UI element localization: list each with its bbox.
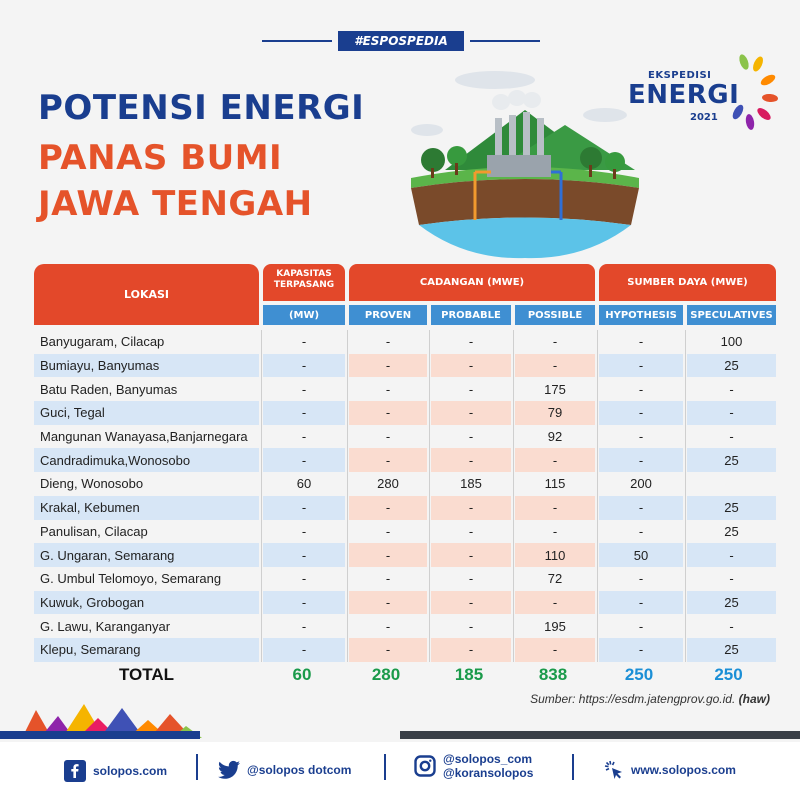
facebook-handle: solopos.com (93, 764, 168, 778)
table-row (34, 425, 776, 449)
total-possible: 838 (538, 665, 568, 684)
cell-mw: - (301, 618, 307, 634)
cell-spec: 100 (720, 334, 743, 350)
cell-location: Kuwuk, Grobogan (34, 591, 259, 615)
logo-text-year: 2021 (690, 112, 718, 123)
cell-spec: 25 (687, 496, 776, 520)
cell-proven: - (349, 638, 427, 662)
table-row (34, 614, 776, 638)
subheader-possible: POSSIBLE (515, 305, 595, 325)
cell-location: Candradimuka,Wonosobo (34, 448, 259, 472)
cell-location: Krakal, Kebumen (34, 496, 259, 520)
cell-proven: - (385, 571, 391, 587)
cell-hypothesis: - (638, 334, 644, 350)
cell-location: Panulisan, Cilacap (40, 523, 148, 539)
table-row (34, 377, 776, 401)
cell-possible: 175 (544, 381, 566, 397)
footer-divider (384, 754, 386, 780)
cell-proven: - (349, 448, 427, 472)
cell-spec: 25 (687, 448, 776, 472)
website-url: www.solopos.com (631, 763, 736, 777)
cell-location: Batu Raden, Banyumas (40, 381, 178, 397)
cell-hypothesis: - (638, 571, 644, 587)
twitter-handle: @solopos dotcom (247, 763, 352, 777)
cell-location: G. Lawu, Karanganyar (40, 618, 171, 634)
cell-location: Mangunan Wanayasa,Banjarnegara (40, 429, 248, 445)
table-row (34, 520, 776, 544)
cell-mw: 60 (296, 476, 312, 492)
footer-twitter[interactable] (218, 760, 351, 780)
header-location: LOKASI (34, 264, 259, 325)
ekspedisi-energi-logo (620, 50, 780, 140)
cell-hypothesis: 200 (630, 476, 652, 492)
cell-hypothesis: - (599, 638, 683, 662)
cell-spec: 25 (724, 523, 739, 539)
title-line-1: POTENSI ENERGI (38, 88, 365, 128)
cell-mw: - (301, 571, 307, 587)
subheader-probable: PROBABLE (431, 305, 511, 325)
cell-proven: - (349, 354, 427, 378)
cell-proven: - (385, 381, 391, 397)
total-hypothesis: 250 (624, 665, 654, 684)
tag-rule-right (470, 40, 540, 42)
cell-probable: - (431, 354, 511, 378)
cell-possible: 115 (544, 476, 566, 492)
cell-spec: - (729, 571, 734, 587)
cell-probable: - (468, 429, 474, 445)
cell-location: Guci, Tegal (34, 401, 259, 425)
cell-location: Klepu, Semarang (34, 638, 259, 662)
subheader-hypothesis: HYPOTHESIS (599, 305, 683, 325)
cell-possible: - (552, 523, 558, 539)
esposepedia-tag: #ESPOSPEDIA (338, 31, 464, 51)
total-label: TOTAL (118, 665, 175, 684)
cell-hypothesis: - (599, 448, 683, 472)
cursor-click-icon (604, 760, 624, 780)
cell-probable: - (431, 401, 511, 425)
instagram-icon (414, 755, 436, 777)
table-row (34, 354, 776, 378)
cell-spec: - (687, 401, 776, 425)
title-line-2: PANAS BUMI (38, 138, 283, 178)
source-author: (haw) (738, 692, 770, 706)
subheader-mw: (MW) (263, 305, 345, 325)
cell-location: G. Ungaran, Semarang (34, 543, 259, 567)
cell-mw: - (263, 401, 345, 425)
cell-location: Bumiayu, Banyumas (34, 354, 259, 378)
cell-hypothesis: 50 (599, 543, 683, 567)
cell-proven: - (349, 401, 427, 425)
total-probable: 185 (454, 665, 484, 684)
logo-text-energi: ENERGI (628, 80, 740, 110)
cell-possible: - (552, 334, 558, 350)
cell-possible: - (515, 496, 595, 520)
column-divider (685, 330, 686, 662)
cell-mw: - (263, 448, 345, 472)
column-divider (597, 330, 598, 662)
cell-location: Banyugaram, Cilacap (40, 334, 165, 350)
logo-text-ekspedisi: EKSPEDISI (648, 70, 712, 81)
table-row (34, 401, 776, 425)
cell-hypothesis: - (638, 381, 644, 397)
footer-divider (572, 754, 574, 780)
total-speculatives: 250 (714, 665, 743, 684)
cell-hypothesis: - (599, 401, 683, 425)
cell-proven: - (385, 334, 391, 350)
table-row (34, 591, 776, 615)
cell-hypothesis: - (599, 496, 683, 520)
source-note (530, 692, 770, 706)
cell-probable: - (468, 334, 474, 350)
cell-mw: - (263, 591, 345, 615)
cell-probable: - (468, 523, 474, 539)
cell-spec: 25 (687, 638, 776, 662)
cell-spec: - (687, 543, 776, 567)
cell-spec: - (729, 381, 734, 397)
source-text: Sumber: https://esdm.jatengprov.go.id. (530, 692, 736, 706)
cell-probable: 185 (460, 476, 482, 492)
cell-mw: - (263, 543, 345, 567)
column-divider (261, 330, 262, 662)
header-resources: SUMBER DAYA (MWE) (599, 264, 776, 301)
instagram-handle-2: @koransolopos (443, 766, 534, 780)
cell-spec: - (729, 618, 734, 634)
cell-proven: - (349, 543, 427, 567)
total-mw: 60 (292, 665, 312, 684)
geothermal-plant-illustration (405, 60, 645, 260)
cell-possible: 72 (547, 571, 563, 587)
title-line-3: JAWA TENGAH (38, 184, 313, 224)
cell-possible: 92 (547, 429, 563, 445)
footer-stripe-right (400, 731, 800, 739)
cell-mw: - (263, 496, 345, 520)
cell-mw: - (263, 638, 345, 662)
table-row (34, 567, 776, 591)
column-divider (429, 330, 430, 662)
table-body (34, 330, 776, 662)
subheader-speculatives: SPECULATIVES (687, 305, 776, 325)
cell-probable: - (431, 448, 511, 472)
header-capacity: KAPASITAS TERPASANG (263, 264, 345, 301)
cell-spec (687, 472, 776, 496)
cell-location: G. Umbul Telomoyo, Semarang (40, 571, 222, 587)
table-row (34, 472, 776, 496)
cell-probable: - (431, 638, 511, 662)
cell-possible: 79 (515, 401, 595, 425)
total-row (34, 660, 776, 690)
cell-mw: - (301, 429, 307, 445)
footer-divider (196, 754, 198, 780)
footer-facebook[interactable] (64, 760, 167, 782)
cell-mw: - (301, 381, 307, 397)
column-divider (347, 330, 348, 662)
cell-proven: - (385, 618, 391, 634)
cell-hypothesis: - (599, 354, 683, 378)
cell-proven: - (349, 496, 427, 520)
cell-hypothesis: - (599, 591, 683, 615)
cell-probable: - (431, 591, 511, 615)
cell-possible: - (515, 591, 595, 615)
cell-hypothesis: - (638, 618, 644, 634)
cell-mw: - (301, 523, 307, 539)
cell-probable: - (468, 571, 474, 587)
cell-possible: - (515, 638, 595, 662)
cell-probable: - (431, 543, 511, 567)
cell-hypothesis: - (638, 429, 644, 445)
instagram-handle-1: @solopos_com (443, 752, 533, 766)
table-row (34, 496, 776, 520)
cell-spec: 25 (687, 354, 776, 378)
footer-stripe-left (0, 731, 200, 739)
cell-possible: - (515, 354, 595, 378)
cell-possible: - (515, 448, 595, 472)
table-row (34, 448, 776, 472)
header-reserves: CADANGAN (MWE) (349, 264, 595, 301)
footer-website[interactable] (604, 760, 736, 780)
cell-spec: 25 (687, 591, 776, 615)
column-divider (513, 330, 514, 662)
cell-possible: 195 (544, 618, 566, 634)
cell-proven: - (385, 429, 391, 445)
total-proven: 280 (371, 665, 401, 684)
cell-probable: - (468, 381, 474, 397)
tag-rule-left (262, 40, 332, 42)
cell-mw: - (301, 334, 307, 350)
cell-proven: 280 (377, 476, 399, 492)
cell-possible: 110 (515, 543, 595, 567)
cell-proven: - (385, 523, 391, 539)
twitter-icon (218, 760, 240, 780)
table-row (34, 543, 776, 567)
facebook-icon (64, 760, 86, 782)
table-row (34, 638, 776, 662)
cell-mw: - (263, 354, 345, 378)
table-row (34, 330, 776, 354)
footer-instagram[interactable] (414, 752, 533, 780)
footer-bar (0, 742, 800, 800)
cell-probable: - (431, 496, 511, 520)
cell-spec: - (729, 429, 734, 445)
subheader-proven: PROVEN (349, 305, 427, 325)
cell-proven: - (349, 591, 427, 615)
cell-location: Dieng, Wonosobo (40, 476, 144, 492)
cell-hypothesis: - (638, 523, 644, 539)
cell-probable: - (468, 618, 474, 634)
